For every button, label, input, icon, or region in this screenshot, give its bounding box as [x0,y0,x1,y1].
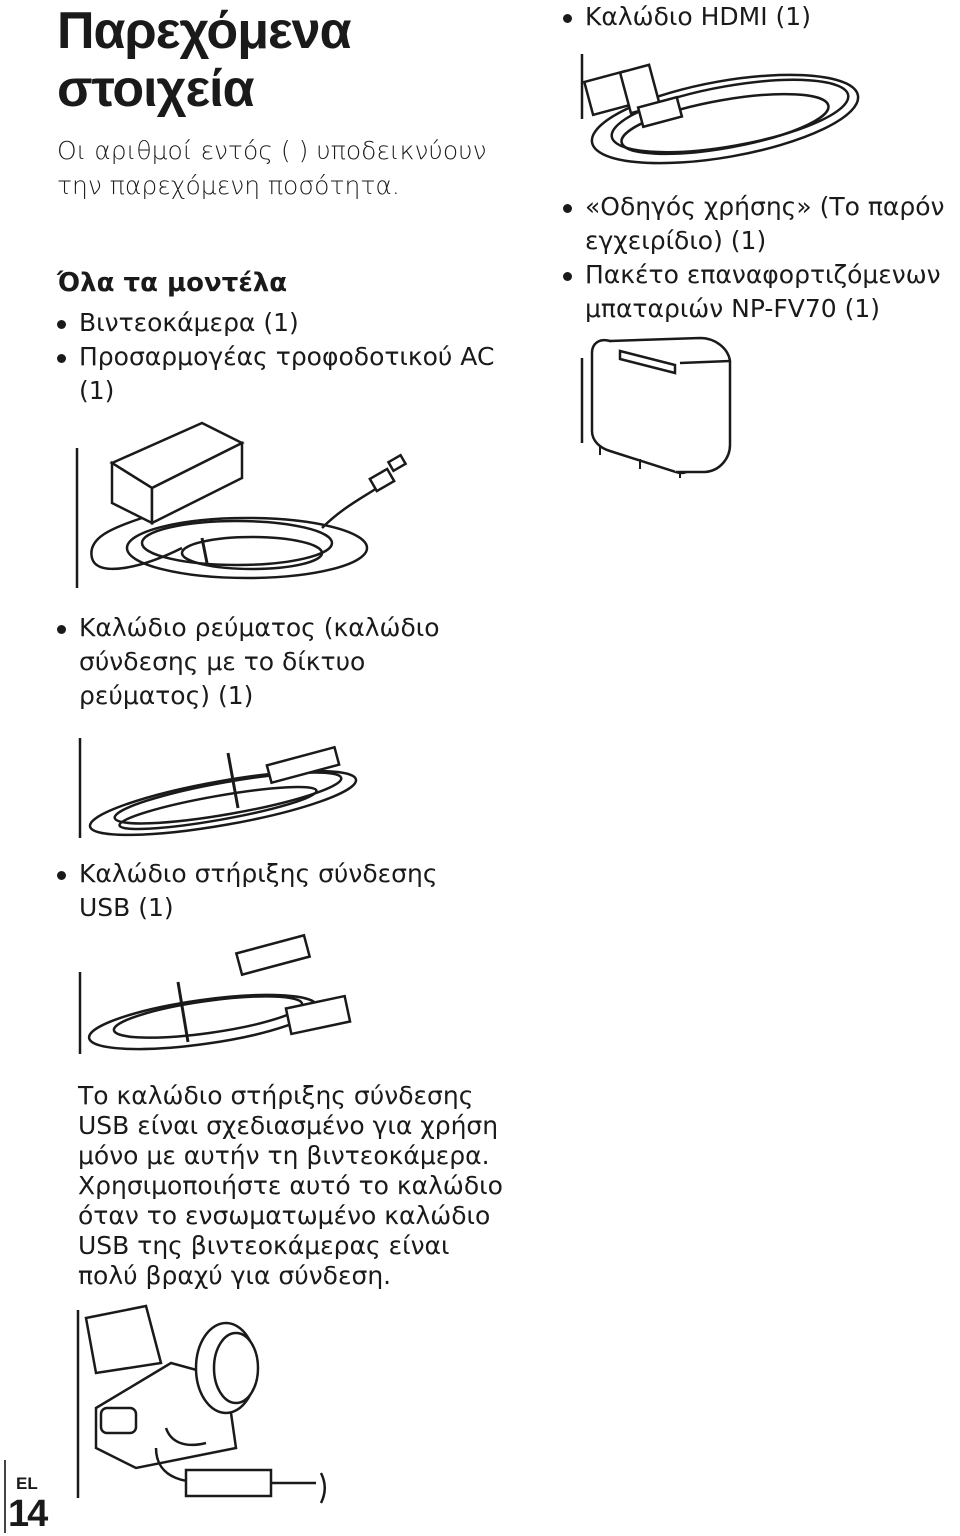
margin-rule [4,1460,6,1533]
items-list-hdmi [563,0,953,34]
page-number: 14 [8,1493,47,1535]
ac-adapter-illustration [72,418,492,593]
intro-text: Οι αριθμοί εντός ( ) υποδεικνύουν την παρεχόμενη ποσότητα. [57,136,487,200]
list-item: Πακέτο επαναφορτιζόμενων μπαταριών NP-FV70 (1) [563,258,958,326]
page-title: Παρεχόμενα στοιχεία [57,2,351,118]
list-item: Προσαρμογέας τροφοδοτικού AC (1) [57,340,497,408]
list-item: Βιντεοκάμερα (1) [57,306,497,340]
list-item: Καλώδιο HDMI (1) [563,0,953,34]
language-code: EL [16,1474,38,1493]
usb-cable-note: Το καλώδιο στήριξης σύνδεσης USB είναι σχεδιασμένο για χρήση μόνο με αυτήν τη βιντεοκάμερα. Χρησιμοποιήστε αυτό το καλώδιο όταν το ενσωματωμένο καλώδιο USB της βιντεοκάμερας είναι πολύ βραχύ για σύνδεση. [78,1081,503,1290]
list-item: «Οδηγός χρήσης» (Το παρόν εγχειρίδιο) (1) [563,190,958,258]
list-item: Καλώδιο ρεύματος (καλώδιο σύνδεσης με το δίκτυο ρεύματος) (1) [57,611,477,713]
section-heading: Όλα τα μοντέλα [57,268,288,298]
camcorder-usb-connection-illustration [76,1298,336,1528]
items-list-power-cord [57,611,477,713]
battery-pack-illustration [580,333,740,478]
list-item: Καλώδιο στήριξης σύνδεσης USB (1) [57,857,477,925]
hdmi-cable-illustration [580,44,870,169]
power-cord-illustration [78,718,378,843]
items-list-left [57,306,497,408]
items-list-usb-cable [57,857,477,925]
items-list-right [563,190,958,326]
usb-cable-illustration [78,932,368,1057]
